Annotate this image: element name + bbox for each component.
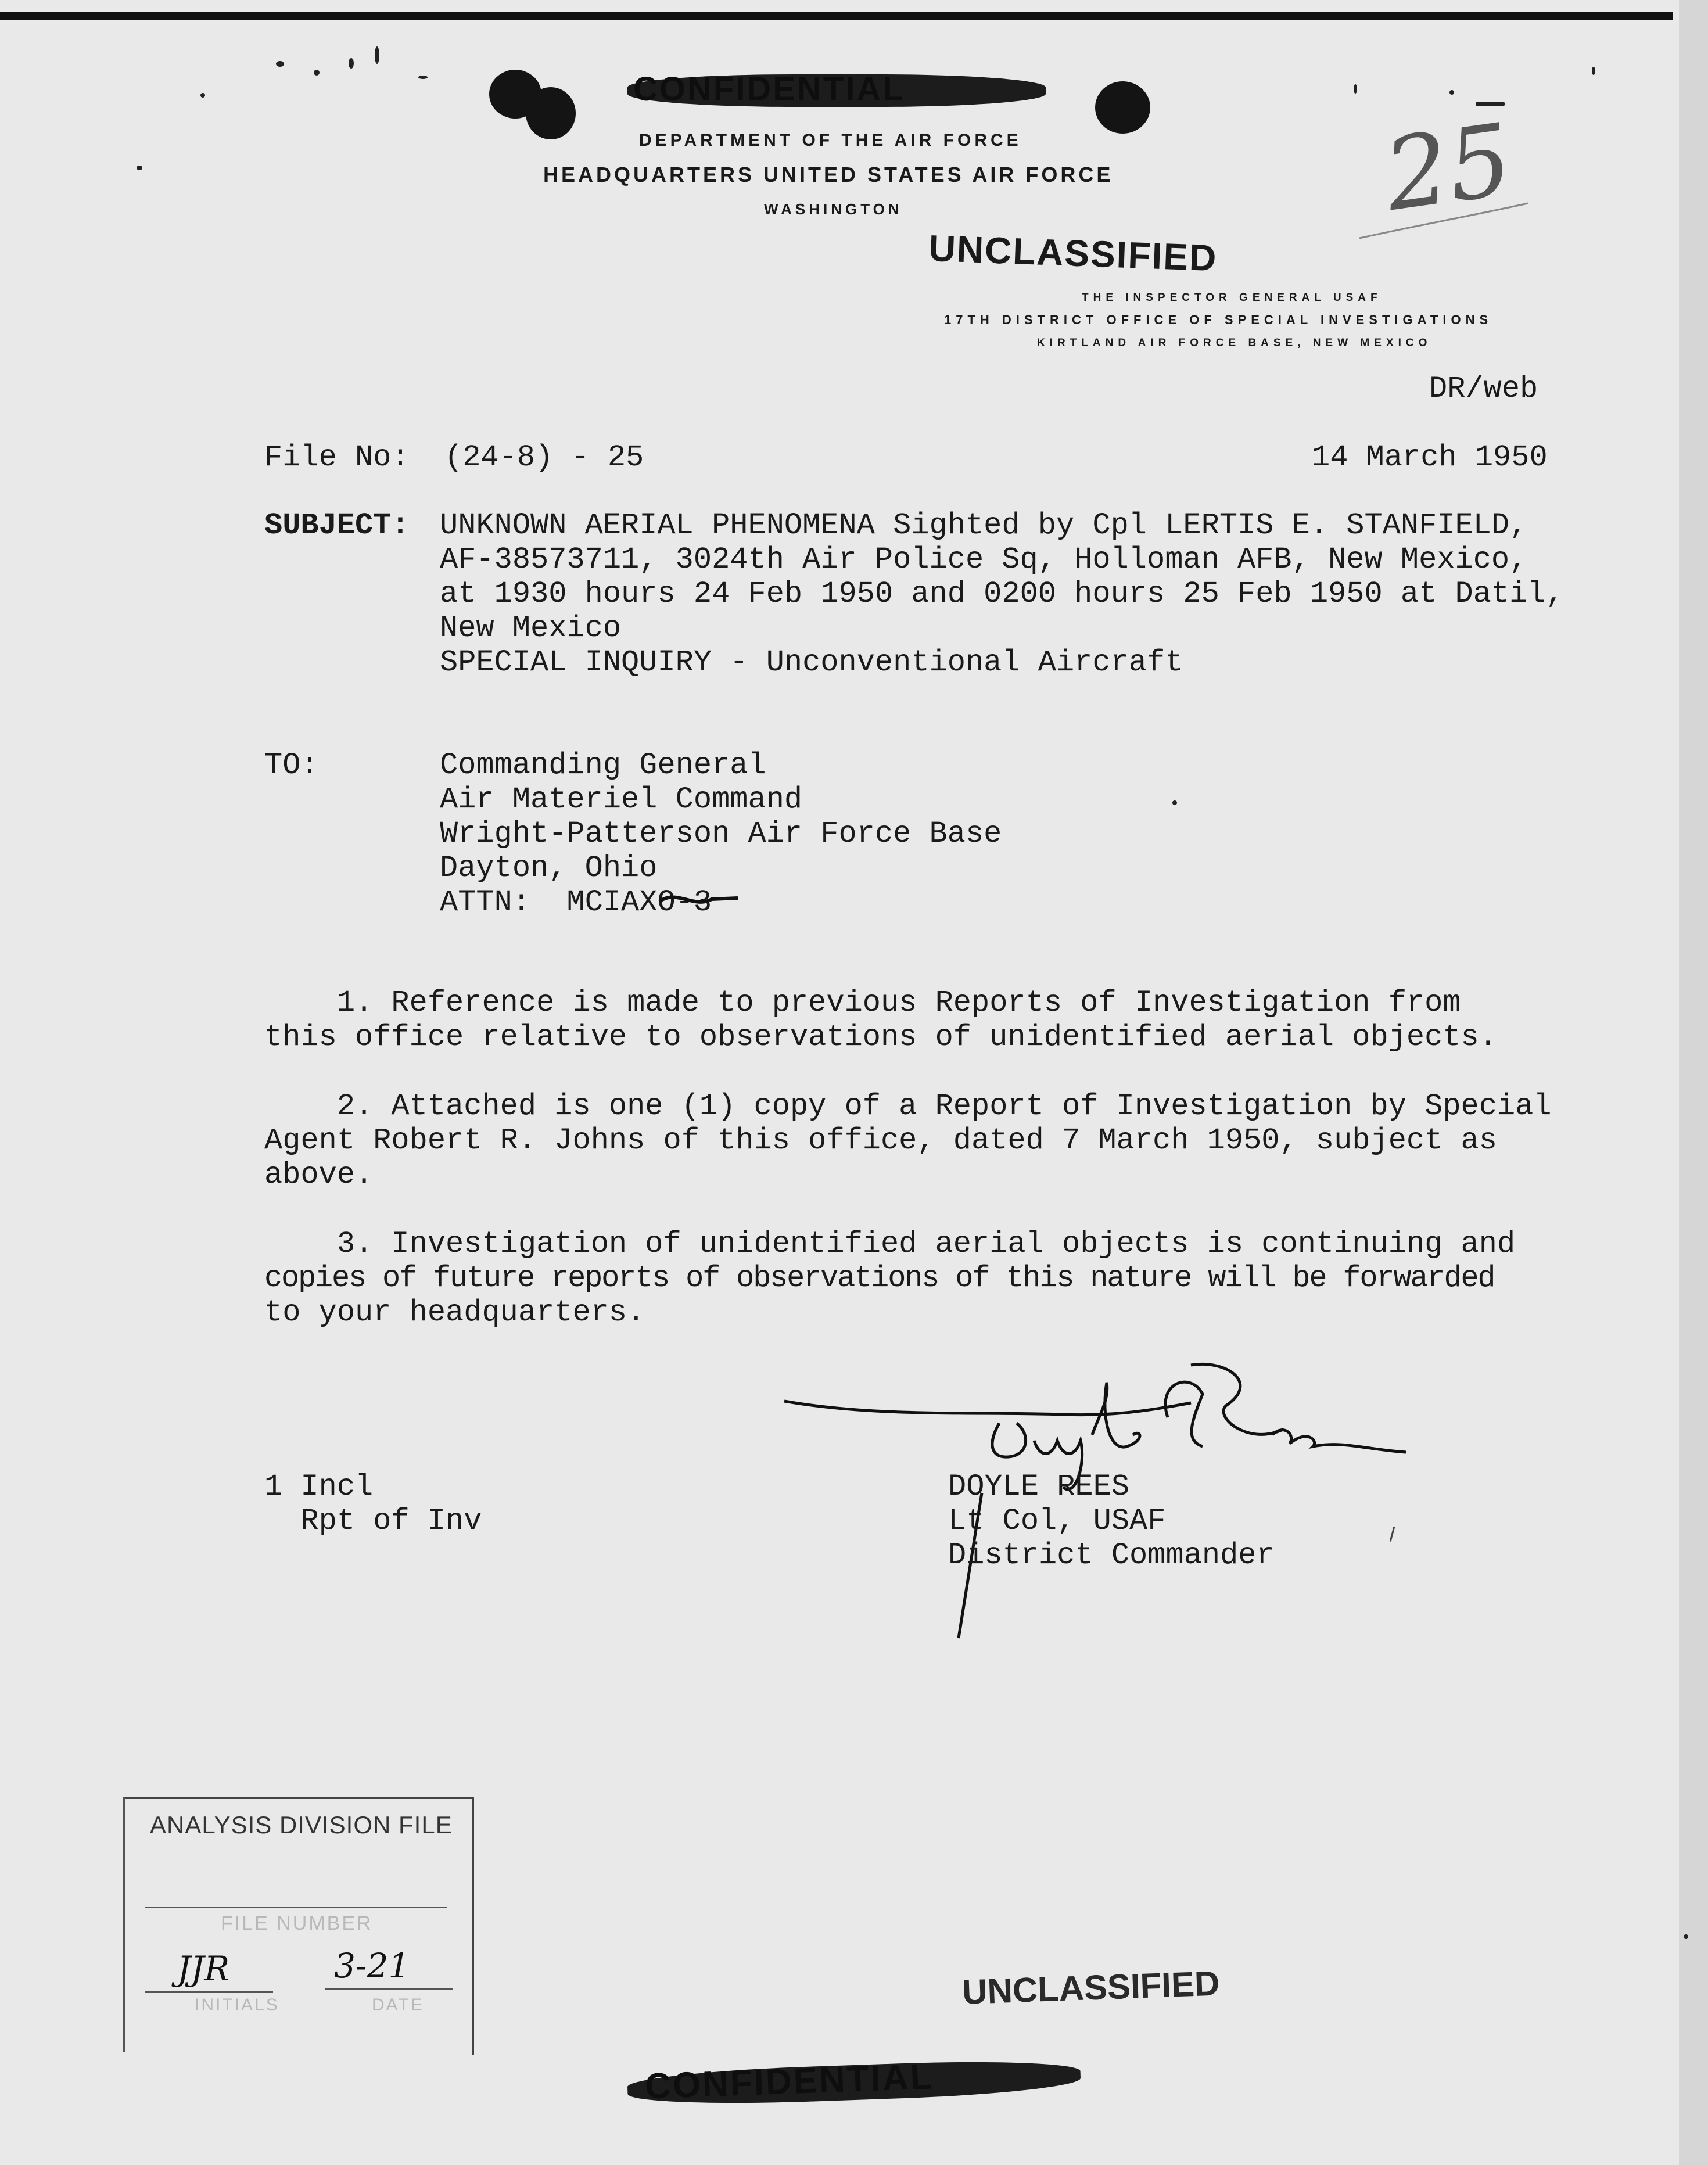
stamp-date-label: DATE (372, 1995, 424, 2015)
to-line-4: Dayton, Ohio (440, 851, 658, 885)
stamp-blot (1095, 81, 1150, 134)
to-line-1: Commanding General (440, 748, 766, 782)
paragraph-2-line-3: above. (264, 1158, 374, 1192)
subject-line-2: AF-38573711, 3024th Air Police Sq, Holloman AFB, New Mexico, (440, 543, 1528, 577)
speck (1172, 800, 1177, 805)
speck (349, 58, 354, 69)
subject-line-5: SPECIAL INQUIRY - Unconventional Aircraft (440, 645, 1183, 680)
attn-strikeout (659, 889, 741, 912)
stamp-rule (325, 1988, 453, 1990)
unclassified-stamp-top: UNCLASSIFIED (928, 227, 1218, 279)
handwritten-page-number: 25 (1378, 102, 1519, 234)
page-right-edge (1679, 0, 1708, 2165)
speck (1592, 67, 1595, 75)
speck (375, 46, 379, 64)
stamp-title: ANALYSIS DIVISION FILE (150, 1811, 453, 1839)
speck (137, 166, 142, 170)
city-heading: WASHINGTON (764, 200, 903, 218)
enclosure-line-1: 1 Incl (264, 1470, 374, 1504)
document-date: 14 March 1950 (1312, 440, 1548, 475)
subject-line-4: New Mexico (440, 611, 622, 645)
osi-line-3: KIRTLAND AIR FORCE BASE, NEW MEXICO (1037, 337, 1432, 349)
osi-line-1: THE INSPECTOR GENERAL USAF (1082, 292, 1382, 304)
speck (1684, 1934, 1688, 1939)
stamp-date-value: 3-21 (334, 1946, 410, 1986)
file-no-value: (24-8) - 25 (444, 440, 644, 475)
stamp-blot (526, 87, 576, 139)
stamp-rule (145, 1991, 273, 1993)
department-heading: DEPARTMENT OF THE AIR FORCE (639, 131, 1022, 150)
stamp-file-number-label: FILE NUMBER (221, 1912, 373, 1934)
paragraph-1-line-2: this office relative to observations of unidentified aerial objects. (264, 1020, 1497, 1054)
headquarters-heading: HEADQUARTERS UNITED STATES AIR FORCE (543, 163, 1114, 186)
stamp-initials-value: JJR (177, 1949, 230, 1988)
paragraph-1-line-1: 1. Reference is made to previous Reports of Investigation from (264, 986, 1461, 1020)
subject-line-1: UNKNOWN AERIAL PHENOMENA Sighted by Cpl LERTIS E. STANFIELD, (440, 508, 1528, 543)
paragraph-2-line-2: Agent Robert R. Johns of this office, dated 7 March 1950, subject as (264, 1123, 1497, 1158)
signer-title: District Commander (948, 1538, 1275, 1572)
to-label: TO: (264, 748, 319, 782)
enclosure-line-2: Rpt of Inv (264, 1504, 482, 1538)
top-classification: CONFIDENTIAL (633, 70, 905, 108)
stamp-left-edge (123, 1797, 125, 2052)
subject-line-3: at 1930 hours 24 Feb 1950 and 0200 hours 25 Feb 1950 at Datil, (440, 577, 1564, 611)
bottom-classification: CONFIDENTIAL (644, 2056, 935, 2107)
speck (200, 93, 205, 98)
speck (1449, 90, 1454, 95)
speck (276, 61, 284, 67)
top-border-rule (0, 12, 1673, 20)
handwritten-flourish (1359, 174, 1534, 244)
paragraph-3-line-3: to your headquarters. (264, 1295, 645, 1330)
osi-line-2: 17TH DISTRICT OFFICE OF SPECIAL INVESTIGATIONS (944, 313, 1493, 327)
speck (314, 70, 320, 76)
stamp-initials-label: INITIALS (195, 1995, 279, 2015)
subject-label: SUBJECT: (264, 508, 410, 543)
signer-name: DOYLE REES (948, 1470, 1130, 1504)
paragraph-2-line-1: 2. Attached is one (1) copy of a Report of Investigation by Special (264, 1089, 1552, 1123)
unclassified-stamp-bottom: UNCLASSIFIED (961, 1963, 1221, 2012)
speck (418, 76, 428, 79)
to-line-5: ATTN: MCIAXO-3 (440, 885, 712, 920)
file-no-label: File No: (264, 440, 410, 475)
paragraph-3-line-1: 3. Investigation of unidentified aerial objects is continuing and (264, 1227, 1516, 1261)
to-line-2: Air Materiel Command (440, 782, 803, 817)
stamp-rule (145, 1907, 447, 1908)
to-line-3: Wright-Patterson Air Force Base (440, 817, 1002, 851)
reference-initials: DR/web (1429, 372, 1538, 406)
signer-rank: Lt Col, USAF (948, 1504, 1166, 1538)
speck (1354, 84, 1357, 94)
paragraph-3-line-2: copies of future reports of observations of this nature will be forwarded (264, 1261, 1495, 1295)
